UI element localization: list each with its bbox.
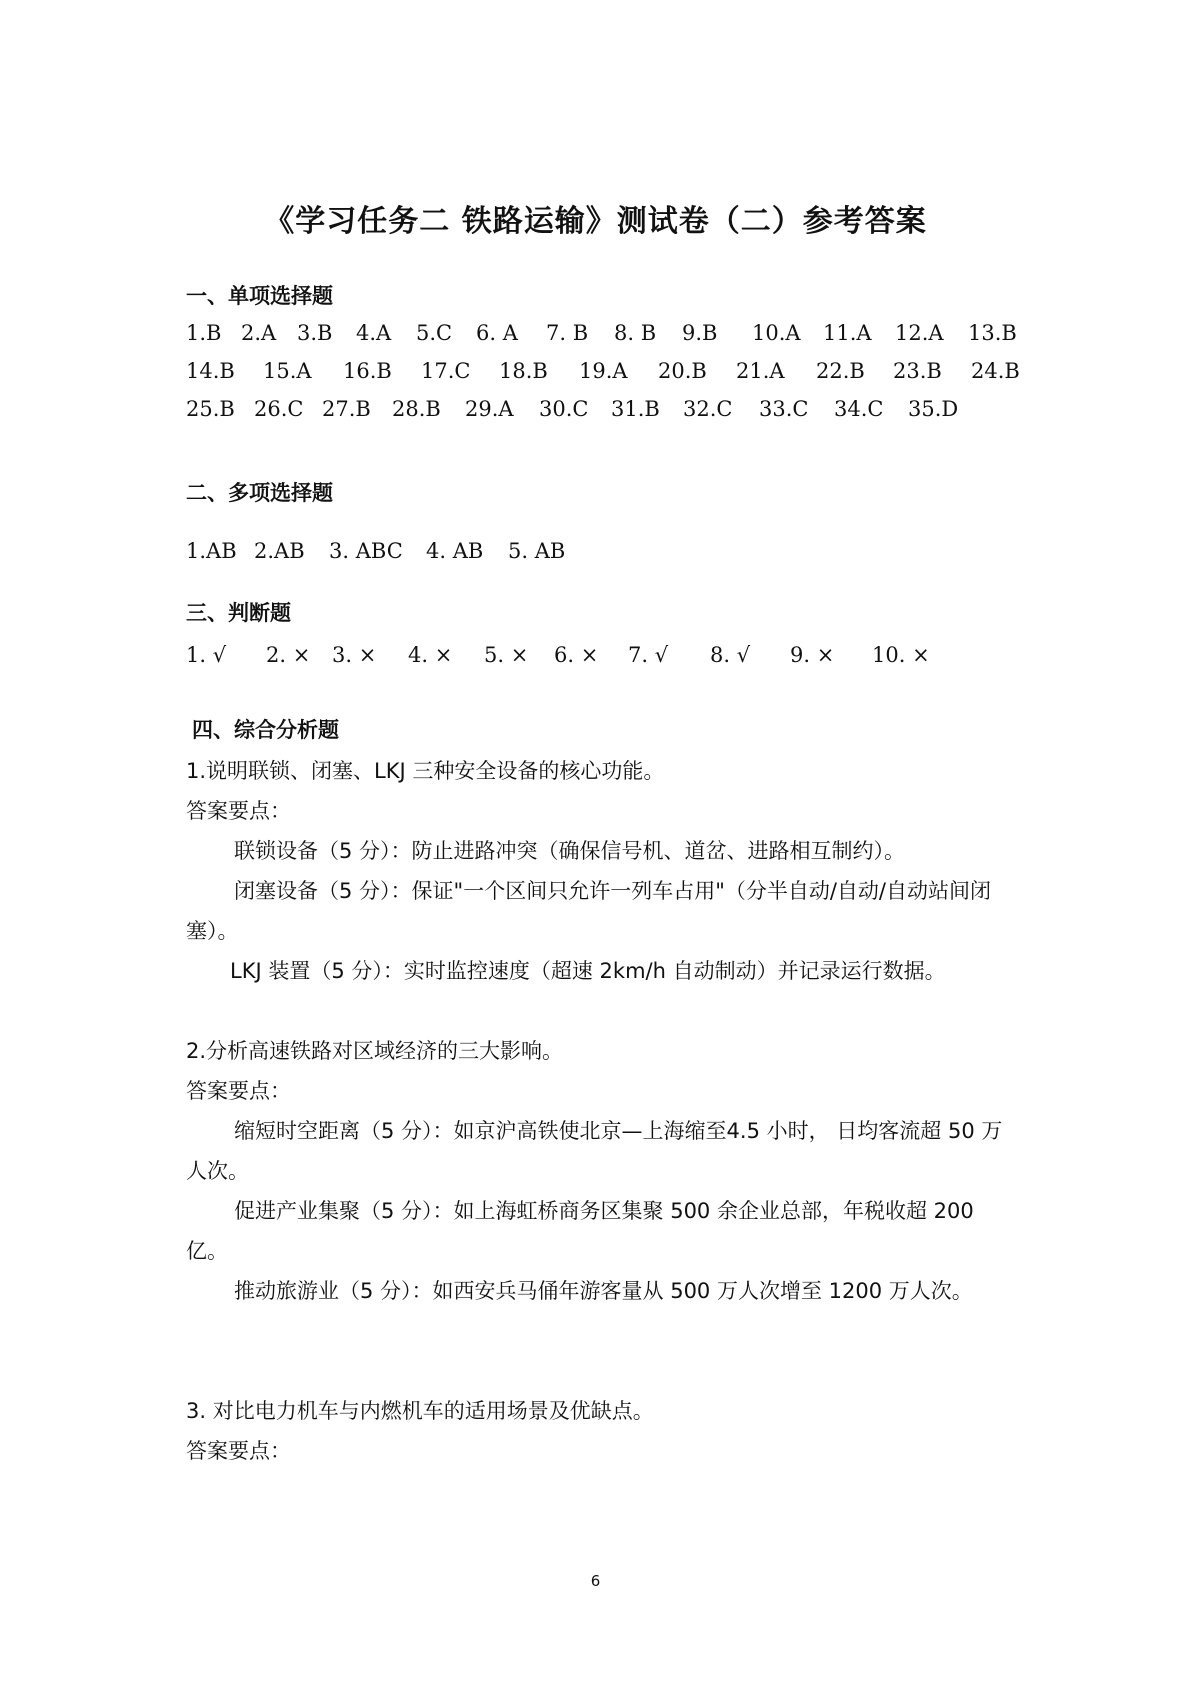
answer-point: 闭塞设备（5 分）：保证"一个区间只允许一列车占用"（分半自动/自动/自动站间闭塞）。 — [186, 879, 992, 943]
answer-item: 25.B — [186, 397, 235, 421]
answer-item: 18.B — [499, 359, 548, 383]
answer-item: 30.C — [539, 397, 589, 421]
answer-item: 4.A — [356, 321, 392, 345]
question-3: 3. 对比电力机车与内燃机车的适用场景及优缺点。 — [186, 1399, 654, 1423]
answer-item: 13.B — [968, 321, 1017, 345]
answer-item: 32.C — [683, 397, 733, 421]
answer-item: 29.A — [465, 397, 514, 421]
answer-item: 17.C — [421, 359, 471, 383]
answer-item: 20.B — [658, 359, 707, 383]
answer-row-3 — [186, 397, 1016, 427]
answer-item: 33.C — [759, 397, 809, 421]
answer-point: LKJ 装置（5 分）：实时监控速度（超速 2km/h 自动制动）并记录运行数据。 — [230, 959, 946, 983]
answer-point: 联锁设备（5 分）：防止进路冲突（确保信号机、道岔、进路相互制约）。 — [234, 839, 906, 863]
section-heading-analysis: 四、综合分析题 — [192, 718, 339, 742]
answer-item: 8. √ — [710, 643, 751, 667]
answer-item: 5.C — [416, 321, 453, 345]
page-title: 《学习任务二 铁路运输》测试卷（二）参考答案 — [264, 204, 927, 239]
answer-item: 2. × — [266, 643, 311, 667]
answer-points-label: 答案要点： — [186, 1439, 291, 1463]
answer-item: 21.A — [736, 359, 785, 383]
answer-item: 5. × — [484, 643, 529, 667]
answer-item: 9.B — [682, 321, 718, 345]
question-1: 1.说明联锁、闭塞、LKJ 三种安全设备的核心功能。 — [186, 759, 665, 783]
answer-item: 6. × — [554, 643, 599, 667]
answer-row-2 — [186, 359, 1020, 389]
answer-item: 6. A — [476, 321, 518, 345]
answer-item: 14.B — [186, 359, 235, 383]
answer-points-label: 答案要点： — [186, 1079, 291, 1103]
answer-row-judge — [186, 643, 1016, 673]
answer-item: 19.A — [579, 359, 628, 383]
answer-item: 7. B — [546, 321, 589, 345]
answer-item: 34.C — [834, 397, 884, 421]
answer-item: 4. × — [408, 643, 453, 667]
answer-item: 2.A — [241, 321, 277, 345]
answer-item: 23.B — [893, 359, 942, 383]
answer-item: 31.B — [611, 397, 660, 421]
answer-point: 推动旅游业（5 分）：如西安兵马俑年游客量从 500 万人次增至 1200 万人次。 — [234, 1279, 973, 1303]
answer-item: 9. × — [790, 643, 835, 667]
section-heading-single-choice: 一、单项选择题 — [186, 284, 333, 308]
answer-item: 10.A — [752, 321, 801, 345]
answer-item: 2.AB — [254, 539, 305, 563]
answer-item: 7. √ — [628, 643, 669, 667]
answer-item: 16.B — [343, 359, 392, 383]
answer-item: 3. × — [332, 643, 377, 667]
answer-point: 促进产业集聚（5 分）：如上海虹桥商务区集聚 500 余企业总部，年税收超 200 亿。 — [186, 1199, 974, 1263]
answer-item: 12.A — [895, 321, 944, 345]
section-heading-multiple-choice: 二、多项选择题 — [186, 481, 333, 505]
section-heading-true-false: 三、判断题 — [186, 601, 291, 625]
answer-row-1 — [186, 321, 1016, 351]
answer-item: 8. B — [614, 321, 657, 345]
answer-item: 35.D — [908, 397, 959, 421]
answer-item: 4. AB — [426, 539, 484, 563]
answer-item: 11.A — [823, 321, 872, 345]
answer-points-label: 答案要点： — [186, 799, 291, 823]
answer-item: 1.B — [186, 321, 222, 345]
answer-item: 15.A — [263, 359, 312, 383]
answer-item: 10. × — [872, 643, 930, 667]
answer-item: 3.B — [297, 321, 333, 345]
page-number: 6 — [590, 1572, 601, 1590]
answer-item: 3. ABC — [329, 539, 403, 563]
answer-item: 24.B — [971, 359, 1020, 383]
question-2: 2.分析高速铁路对区域经济的三大影响。 — [186, 1039, 564, 1063]
answer-point: 缩短时空距离（5 分）：如京沪高铁使北京—上海缩至4.5 小时， 日均客流超 50 万人次。 — [186, 1119, 1003, 1183]
answer-item: 26.C — [254, 397, 304, 421]
answer-item: 5. AB — [508, 539, 566, 563]
answer-item: 27.B — [322, 397, 371, 421]
answer-row-multi — [186, 539, 1016, 569]
answer-item: 1.AB — [186, 539, 237, 563]
answer-item: 22.B — [816, 359, 865, 383]
answer-item: 1. √ — [186, 643, 227, 667]
answer-item: 28.B — [392, 397, 441, 421]
